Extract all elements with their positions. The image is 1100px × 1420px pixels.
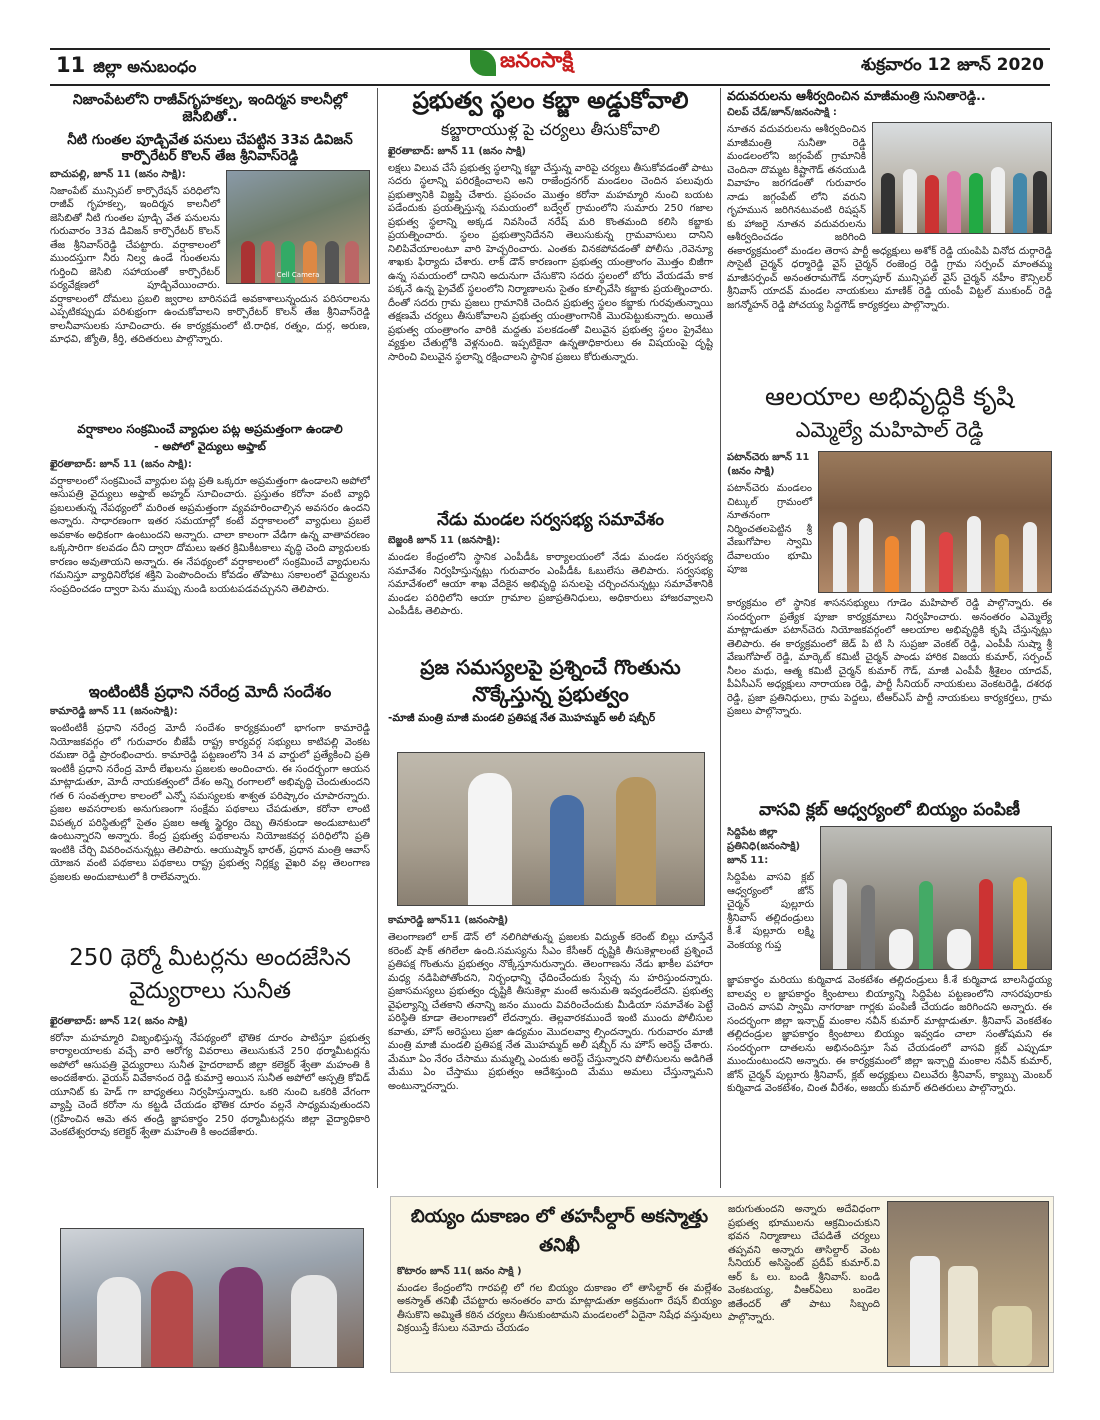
- article-kicker: నిజాంపేటలోని రాజీవ్‌గృహకల్ప, ఇందిర్మన కాలనీల్లో జెసిబితో..: [72, 92, 348, 125]
- article-body-intro: పటాన్‌చెరు మండలం చిట్కుల్ గ్రామంలో నూతనంగా నిర్మించతలపెట్టిన శ్రీ వేణుగోపాల స్వామి దేవాలయం భూమి పూజ: [727, 483, 812, 576]
- article-body-continued: జరుగుతుందని అన్నారు అదేవిధంగా ప్రభుత్వ భూములను ఆక్రమించుకుని భవన నిర్మాణాలు చేపడితే చర్యలు తప్పవని అన్నారు తాసిల్దార్ వెంట సీనియర్ అసిస్టెంట్ ప్రదీప్ కుమార్.వి ఆర్ ఓ లు. బండి శ్రీనివాస్. బండి వెంకటయ్య, వీఆర్ఏలు బండెల జితేందర్ తో పాటు సిబ్బంది పాల్గొన్నారు.: [728, 1204, 880, 1323]
- article-headline: ఇంటింటికీ ప్రధాని నరేంద్ర మోదీ సందేశం: [88, 682, 332, 701]
- logo-text: జనంసాక్షి: [500, 48, 574, 72]
- page-number: 11 జిల్లా అనుబంధం: [56, 53, 197, 77]
- article-headline: వదువరులను ఆశీర్వదించిన మాజీమంత్రి సునితారెడ్డి..: [727, 88, 986, 103]
- article-headline: వాసవి క్లబ్ ఆధ్వర్యంలో బియ్యం పంపిణీ: [758, 800, 1021, 820]
- article-thermometers: [50, 942, 370, 1207]
- article-subhead: - అపోలో వైద్యులు అఫ్తాబ్: [154, 440, 266, 454]
- rice-distribution-photo: [820, 826, 1052, 970]
- column-divider: [720, 88, 721, 1188]
- article-monsoon-diseases: [50, 422, 370, 672]
- article-body: వర్షాకాలంలో సంక్రమించే వ్యాధుల పట్ల ప్రతి ఒక్కరూ అప్రమత్తంగా ఉండాలని అపోలో ఆసుపత్రి వైద్యులు అఫ్తాబ్ అహ్మద్ సూచించారు. ప్రస్తుతం కరోనా వంటి వ్యాధి ప్రబలుతున్న నేపథ్యంలో మరింత అప్రమత్తంగా వ్యవహరించాల్సిన అవసరం ఉందని అన్నారు. సాధారణంగా ఇతర సమయాల్లో కంటే వర్షాకాలంలో వ్యాధులు ప్రబలే అవకాశం అధికంగా ఉంటుందని అన్నారు. చాలా కాలంగా వేడిగా ఉన్న వాతావరణం ఒక్కసారిగా కలవడం దీని ద్వారా దోమలు ఇతర క్రిమికీటకాలు వృద్ధి చెంది వ్యాధులకు కారణం అవుతాయని అన్నారు. ఈ నేపథ్యంలో వర్షాకాలంలో సంక్రమించే వ్యాధులను గమనిస్తూ వ్యాధినిరోధక శక్తిని పెంపొందించు కోవడం తోపాటు సకాలంలో వైద్యులను సంప్రదించడం ద్వారా పెను ముప్పు నుండి బయటపడవచ్చునని తెలిపారు.: [50, 475, 370, 595]
- article-body-intro: సిద్దిపేట వాసవి క్లబ్ ఆధ్వర్యంలో జోన్ చైర్మన్ పుల్లూరు శ్రీనివాస్ తల్లిదండ్రులు కీ.శే పుల్లూరు లక్ష్మి వెంకయ్య గుప్త: [727, 872, 814, 951]
- article-subhead: ఎమ్మెల్యే మహిపాల్ రెడ్డి: [795, 418, 984, 442]
- article-dateline: బెజ్జంకి జూన్ 11 (జనసాక్షి):: [388, 535, 501, 547]
- masthead: [50, 48, 1050, 86]
- wedding-photo: [872, 122, 1052, 234]
- article-body: లక్షలు విలువ చేసే ప్రభుత్వ స్థలాన్ని కబ్జా చేస్తున్న వారిపై చర్యలు తీసుకోవడంతో పాటు సదరు స్థలాన్ని పరిరక్షించాలని అని రాజేంద్రనగర్ మండలం చెందిన పలువురు ప్రభుత్వానికి విజ్ఞప్తి చేశారు. ప్రపంచం మొత్తం కరోనా మహమ్మారి నుంచి బయట పడేందుకు ప్రయత్నిస్తున్న సమయంలో బద్వేల్ గ్రామంలోని సుమారు 250 గజాల ప్రభుత్వ స్థలాన్ని అక్కడ నివసించే నరేష్ మరి కొంతమంది కలిసి కబ్జాకు ప్రయత్నించారు. స్థలం ప్రభుత్వానిదేనని తెలుసుకున్న గ్రామవాసులు దానిని నిలిపివేయాలంటూ వారి హెచ్చరించారు. ఎంతకు వినకపోవడంతో పోలీసు ,రెవెన్యూ శాఖకు ఫిర్యాదు చేశారు. లాక్ డౌన్ కారణంగా ప్రభుత్వ యంత్రాంగం మొత్తం బిజీగా ఉన్న సమయంలో దానిని అదునుగా చేసుకొని సదరు స్థలంలో బోరు వేయడమే కాక పక్కనే ఉన్న ప్రైవేట్ స్థలంలోని నిర్మాణాలను సైతం కూల్చివేసి కబ్జాకు ప్రయత్నించారు. దీంతో సదరు గ్రామ ప్రజలు గ్రామానికి చెందిన ప్రభుత్వ స్థలం కబ్జాకు గురవుతున్నాయి తక్షణమే చర్యలు తీసుకోవాలని ప్రభుత్వ యంత్రాంగానికి మొరపెట్టుకున్నారు. అయితే ప్రభుత్వ యంత్రాంగం వారికి మద్దతు పలకడంతో విలువైన ప్రభుత్వ స్థలం ప్రైవేటు వ్యక్తుల చేతుల్లోకి వెళ్లనుంది. ఇప్పటికైనా ఉన్నతాధికారులు ఈ విషయంపై దృష్టి సారించి విలువైన స్థలాన్ని రక్షించాలని స్థానిక ప్రజలు కోరుతున్నారు.: [388, 162, 713, 363]
- article-subhead: కబ్జారాయుళ్ల పై చర్యలు తీసుకోవాలి: [441, 119, 660, 139]
- rice-shop-photo: [887, 1201, 1049, 1367]
- article-dateline: ఖైరతాబాద్: జూన్ 11 (జనం సాక్షి):: [50, 458, 192, 470]
- article-dateline: ఖైరతాబాద్: జూన్ 12( జనం సాక్షి): [50, 1015, 188, 1027]
- article-body: కరోనా మహమ్మారి విజృంభిస్తున్న నేపథ్యంలో భౌతిక దూరం పాటిస్తూ ప్రభుత్వ కార్యాలయాలకు వచ్చే వారి ఆరోగ్య వివరాలు తెలుసుకునే 250 థర్మామీటర్లను అపోలో ఆసుపత్రి వైద్యురాలు సునీత హైదరాబాద్ జిల్లా కలెక్టర్ శ్వేతా మహంతి కి అందజేశారు. వైయస్ వివేకానంద రెడ్డి కుమార్తె అయిన సునీత అపోలో ఆస్పత్రి కోవిడ్ యూనిట్ కు హెడ్ గా బాధ్యతలు నిర్వహిస్తున్నారు. ఒకరి నుంచి ఒకరికి వేగంగా వ్యాప్తి చెందే కరోనా ను కట్టడి చేయడం భౌతిక దూరం వల్లనే సాధ్యమవుతుందని (గ్రహించిన ఆమె తన తండ్రి జ్ఞాపకార్థం 250 థర్మామీటర్లను జిల్లా వైద్యాధికారి వెంకటేశ్వరరావు కలెక్టర్ శ్వేతా మహంతి కి అందజేశారు.: [50, 1032, 370, 1139]
- newspaper-logo: [470, 44, 630, 84]
- article-body: మండల కేంద్రంలోని గారపల్లి లో గల బియ్యం దుకాణం లో తాసిల్దార్ ఈ మల్లేశం అకస్మాత్ తనిఖీ చేపట్టారు అనంతరం వారు మాట్లాడుతూ అక్రమంగా రేషన్ బియ్యం తీసుకొని అమ్మితే కఠిన చర్యలు తీసుకుంటామని మండలంలో ఏదైనా నిషేధ వస్తువులు విక్రయిస్తే కేసులు నమోదు చేయడం: [397, 1282, 722, 1335]
- article-headline: నీటి గుంతల పూడ్చివేత పనులు చేపట్టిన 33వ డివిజన్ కార్పొరేటర్ కొలన్ తేజ శ్రీనివాస్‌రెడ్డి: [67, 131, 353, 164]
- article-vasavi-club-rice: [727, 800, 1052, 1190]
- issue-date: శుక్రవారం 12 జూన్ 2020: [860, 55, 1044, 75]
- article-body: నూతన వదువరులను ఆశీర్వదించిన మాజీమంత్రి సునీతా రెడ్డి మండలంలోని జగ్గంపేట్ గ్రామానికి చెందినా దొమ్మట కిష్టాగౌడ్ తనయుడి వివాహం జరగడంతో గురువారం నాడు జగ్గంపేట్ లోని వరుని గృహమున జరిగినటువంటి రిషప్షన్ కు హాజరై నూతన వదువరులను ఆశీర్వదించడం జరిగింది ఈకార్యక్రమంలో మండల తెరాస పార్టీ అధ్యక్షులు అశోక్ రెడ్డి యంపిపి వినోద దుర్గారెడ్డి సొసైటీ చైర్మన్ ధర్మారెడ్డి వైస్ చైర్మన్ రంజెంద్ర రెడ్డి గ్రామ సర్పంచ్ మాంతమ్మ మాజీసర్పంచ్ అనంతరామగౌడ్ నర్సాపూర్ మున్సిపల్ వైస్ చైర్మన్ నహీం కౌన్సిలర్ శ్రీనివాస్ యాదవ్ మండల నాయకులు మాణిక్ రెడ్డి యంపీ విట్టల్ ముకుంద్ రెడ్డి జగన్మోహన్ రెడ్డి పోచయ్య సిద్దగౌడ్ కార్యకర్తలు పాల్గొన్నారు.: [727, 124, 1052, 311]
- article-body: మండల కేంద్రంలోని స్థానిక ఎంపీడీఓ కార్యాలయంలో నేడు మండల సర్వసభ్య సమావేశం నిర్వహిస్తున్నట్లు గురువారం ఎంపీడీఓ ఓబులేసు తెలిపారు. సర్వసభ్య సమావేశంలో ఆయా శాఖ వేదికైన అభివృద్ధి పనులపై చర్చించనున్నట్లు సమావేశానికి మండల పరిధిలోని ఆయా గ్రామాల ప్రజాప్రతినిధులు, అధికారులు హాజరవ్వాలని ఎంపీడీఓ తెలిపారు.: [388, 552, 713, 618]
- article-dateline: బాచుపల్లి, జూన్ 11 (జనం సాక్షి):: [50, 168, 186, 180]
- thermometer-handover-photo: [60, 1228, 364, 1368]
- shabbir-police-photo: [397, 752, 705, 906]
- article-headline: 250 థెర్మో మీటర్లను అందజేసిన వైద్యురాలు సునీత: [69, 945, 351, 1005]
- article-body: కార్యక్రమం లో స్థానిక శాసనసభ్యులు గూడెం మహిపాల్ రెడ్డి పాల్గొన్నారు. ఈ సందర్భంగా ప్రత్యేక పూజా కార్యక్రమాలు నిర్వహించారు. అనంతరం ఎమ్మెల్యే మాట్లాడుతూ పటాన్‌చెరు నియోజకవర్గంలో ఆలయాల అభివృద్ధికి కృషి చేస్తున్నట్లు తెలిపారు. ఈ కార్యక్రమంలో జెడ్ పి టి సి సుప్రజా వెంకట్ రెడ్డి, ఎంపీపీ సుష్మా శ్రీ వేణుగోపాల్ రెడ్డి, మార్కెట్ కమిటీ చైర్మన్ పాండు హారిక విజయ కుమార్, సర్పంచ్ నీలం మధు, ఆత్మ కమిటీ చైర్మన్ కుమార్ గౌడ్, మాజీ ఎంపీపీ శ్రీశైలం యాదవ్, పీఏసీఎస్ అధ్యక్షులు నారాయణ రెడ్డి, పార్టీ సీనియర్ నాయకులు వెంకటరెడ్డి, దశరథ రెడ్డి, ప్రజా ప్రతినిధులు, గ్రామ పెద్దలు, టీఆర్ఎస్ పార్టీ నాయకులు కార్యకర్తలు, గ్రామ ప్రజలు పాల్గొన్నారు.: [727, 598, 1052, 718]
- article-photo: [226, 170, 370, 284]
- article-dateline: కొటారం జూన్ 11( జనం సాక్షి ): [397, 1265, 522, 1277]
- article-corporator-pits: [50, 92, 370, 382]
- article-dateline: కామారెడ్డి జూన్11 (జనంసాక్షి): [388, 915, 509, 926]
- article-body: నిజాంపేట్ మున్సిపల్ కార్పొరేషన్ పరిధిలోని రాజీవ్ గృహకల్ప, ఇందిర్మన కాలనీలో జెసిబితో నీటి గుంతల పూడ్చి వేత పనులను గురువారం 33వ డివిజన్ కార్పొరేటర్ కొలన్ తేజ శ్రీనివాస్‌రెడ్డి చేపట్టారు. వర్షాకాలంలో ముందస్తుగా నీరు నిల్వ ఉండే గుంతలను గుర్తించి జెసిబి సహాయంతో కార్పొరేటర్ పర్యవేక్షణలో పూడ్చివేయించారు. వర్షాకాలంలో దోమలు ప్రబలి జ్వరాల బారినపడే అవకాశాలున్నందున పరిసరాలను ఎప్పటికప్పుడు పరిశుభ్రంగా ఉంచుకోవాలని కార్పొరేటర్ కొలన్ తేజ శ్రీనివాస్‌రెడ్డి కాలనీవాసులకు సూచించారు. ఈ కార్యక్రమంలో టి.రాధిక, రత్నం, దుర్గ, అరుణ, మాధవి, జ్యోతి, కీర్తి, తదితరులు పాల్గొన్నారు.: [50, 185, 370, 346]
- article-dateline: కామారెడ్డి జూన్ 11 (జనంసాక్షి):: [50, 706, 178, 718]
- article-subhead: -మాజీ మంత్రి మాజీ మండలి ప్రతిపక్ష నేత మొహమ్మద్ అలీ షబ్బీర్: [388, 712, 656, 724]
- article-temple-development: [727, 382, 1052, 794]
- article-body: జ్ఞాపకార్థం మరియు కుర్మివాడ వెంకటేశం తల్లిదండ్రులు కీ.శే కుర్మివాడ బాలసిద్ధయ్య బాలవ్వ ల జ్ఞాపకార్థం క్వింటాలు బియ్యాన్ని సిద్దిపేట పట్టణంలోని నాసరపురాకు చెందిన వాసవి స్వామి నాగరాజా గార్లకు పంపిణీ చేయడం జరిగిందని అన్నారు. ఈ సందర్భంగా జిల్లా ఇన్చార్జ్ మంకాల నవీన్ కుమార్ మాట్లాడుతూ. శ్రీనివాస్ వెంకటేశం తల్లిదండ్రుల జ్ఞాపకార్థం క్వింటాలు బియ్యం ఇవ్వడం చాలా సంతోషమని ఈ సందర్భంగా దాతలను అభినందిస్తూ సేవ చేయడంలో వాసవి క్లబ్ ఎప్పుడూ ముందుంటుందని అన్నారు. ఈ కార్యక్రమంలో జిల్లా ఇన్చార్జి మంకాల నవీన్ కుమార్, జోన్ చైర్మన్ పుల్లూరు శ్రీనివాస్, క్లబ్ అధ్యక్షులు చిలువేరు శ్రీనివాస్, క్యాబ్బు మెంబర్ కుర్మివాడ వెంకటేశం, చింత వీరేశం, అజయ్ కుమార్ తదితరులు పాల్గొన్నారు.: [727, 975, 1052, 1095]
- article-headline: బియ్యం దుకాణం లో తహసీల్దార్ అకస్మాత్తు తనిఖీ: [410, 1206, 709, 1256]
- article-headline: ప్రజ సమస్యలపై ప్రశ్నించే గొంతును నొక్కేస్తున్న ప్రభుత్వం: [420, 655, 681, 706]
- article-sunitha-reddy: [727, 88, 1052, 378]
- article-body: ఇంటింటికీ ప్రధాని నరేంద్ర మోదీ సందేశం కార్యక్రమంలో భాగంగా కామారెడ్డి నియోజకవర్గం లో గురువారం బీజేపీ రాష్ట్ర కార్యవర్గ సభ్యులు కాటిపల్లి వెంకట రమణా రెడ్డి ప్రారంభించారు. కామారెడ్డి పట్టణంలోని 34 వ వార్డులో ప్రత్యేకించి ప్రతి ఇంటికీ ప్రధాని నరేంద్ర మోదీ లేఖలను ప్రజలకు అందించారు. ఈ సందర్భంగా ఆయన మాట్లాడుతూ, మోదీ నాయకత్వంలో దేశం అన్ని రంగాలలో అభివృద్ధి చెందుతుందని గత 6 సంవత్సరాల కాలంలో ఎన్నో సమస్యలకు శాశ్వత పరిష్కారం చూపారన్నారు. ప్రజల అవసరాలకు అనుగుణంగా సంక్షేమ పథకాలు చేపడుతూ, కరోనా లాంటి విపత్కర పరిస్థితుల్లో సైతం ప్రజల ఆత్మ స్థైర్యం దెబ్బ తినకుండా అండుబాటులో ఉంటున్నారని అన్నారు. కేంద్ర ప్రభుత్వ పథకాలను నియోజకవర్గ పరిధిలోని ప్రతి ఇంటికి చేర్చి వివరించనున్నట్లు తెలిపారు. ఆయుష్మాన్ భారత్, ప్రధాన మంత్రి ఆవాస్ యోజన వంటి పథకాలు పథకాలు రాష్ట్ర ప్రభుత్వ నిర్లక్ష్య వైఖరి వల్ల తెలంగాణ ప్రజలకు అందుబాటులో కి రాలేవన్నారు.: [50, 723, 370, 883]
- article-headline: వర్షాకాలం సంక్రమించే వ్యాధుల పట్ల అప్రమత్తంగా ఉండాలి: [77, 422, 343, 436]
- column-divider: [377, 88, 378, 1188]
- article-rice-shop-inspection: [390, 1196, 1054, 1373]
- section-name: జిల్లా అనుబంధం: [93, 57, 197, 76]
- article-body: తెలంగాణలో లాక్ డౌన్ లో నలిగిపోతున్న ప్రజలకు విద్యుత్ కరెంట్ బిల్లు చూస్తేనే కరెంట్ షాక్ తగిలేలా ఉంది.సమస్యను సీఎం కేసీఆర్ దృష్టికి తీసుకెళ్లాలంటే ప్రశ్నించే ప్రతిపక్ష గొంతును ప్రభుత్వం నొక్కేస్తూనురున్నారు. తెలంగాణను నేడు ఖాకీల పహారా మధ్య నడిపిపోతోందని, నిర్బంధాన్ని ఛేదించేందుకు స్వేచ్ఛ ను హరిస్తుందన్నారు. ప్రజాసమస్యలు ప్రభుత్వం దృష్టికి తీసుకెళ్లా మంటే అనుమతి ఇవ్వడంలేదని. ప్రభుత్వ వైఫల్యాన్ని చేతకాని తనాన్ని జనం ముందు వివరించేందుకు మీడియా సమావేశం పెట్టే పరిస్థితి కూడా తెలంగాణలో లేదన్నారు. తెల్లవారకముందే ఇంటి ముందు పోలీసుల కవాతు, హౌస్ అరెస్టులు ప్రజా ఉద్యమం మొదలవ్వా ల్సిందన్నారు. గురువారం మాజీ మంత్రి మాజీ మండలి ప్రతిపక్ష నేత మొహమ్మద్ అలీ షబ్బీర్ ను హౌస్ అరెస్ట్ చేశారు. మేమూ ఏం నేరం చేసాము మమ్మల్ని ఎందుకు అరెస్ట్ చేస్తున్నారని పోలీసులను అడిగితే మేము ఏం చేస్తాము ప్రభుత్వం ఆదేశిస్తుంది మేము అమలు చేస్తున్నామని అంటున్నారన్నారు.: [388, 932, 713, 1092]
- article-headline: నేడు మండల సర్వసభ్య సమావేశం: [437, 510, 664, 530]
- temple-bhoomi-puja-photo: [818, 451, 1052, 593]
- article-headline: ఆలయాల అభివృద్ధికి కృషి: [765, 382, 1014, 411]
- article-dateline: సిద్దిపేట జిల్లా ప్రతినిధి(జనంసాక్షి) జూన్ 11:: [727, 827, 801, 867]
- photo-watermark: Cell Camera: [276, 270, 320, 279]
- article-dateline: చిలప్ చేడ్/జూన్/జనంసాక్షి :: [727, 107, 837, 118]
- article-mandal-meeting: [388, 510, 713, 640]
- article-shabbir-body: [388, 912, 713, 1182]
- leaf-icon: [470, 50, 496, 76]
- article-headline: ప్రభుత్వ స్థలం కబ్జా అడ్డుకోవాలి: [412, 88, 689, 114]
- article-dateline: ఖైరతాబాద్: జూన్ 11 (జనం సాక్షి): [388, 145, 526, 157]
- article-modi-message: [50, 682, 370, 934]
- article-govt-land: [388, 88, 713, 478]
- article-shabbir-head: [388, 654, 713, 744]
- article-dateline: పటాన్‌చెరు జూన్ 11 (జనం సాక్షి): [727, 452, 810, 478]
